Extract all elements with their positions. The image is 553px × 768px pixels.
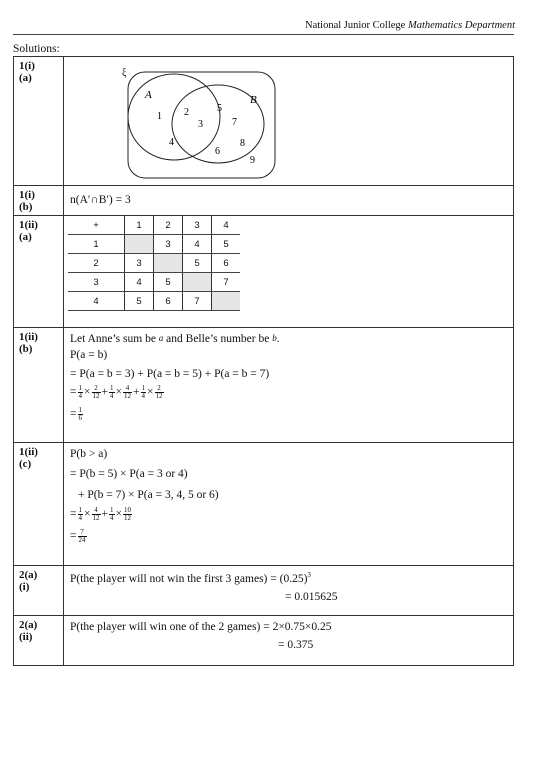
table-cell: 6 bbox=[212, 254, 241, 273]
prob-line-5: = $\frac{7}{24}$ bbox=[70, 528, 86, 544]
set-a-label: A bbox=[145, 89, 152, 101]
table-head: 4 bbox=[212, 216, 241, 235]
answer-cell bbox=[64, 616, 514, 666]
venn-num: 6 bbox=[215, 146, 220, 157]
table-cell: 3 bbox=[154, 235, 183, 254]
header-college: National Junior College bbox=[305, 20, 408, 31]
row-label: 1(i) (b) bbox=[14, 186, 64, 216]
addition-header-row bbox=[68, 216, 240, 235]
prob-line-1: P(b > a) bbox=[70, 448, 108, 460]
prob-line-4: = $\frac{1}{6}$ bbox=[70, 406, 82, 422]
answer-1ib: n(A′∩B′) = 3 bbox=[70, 194, 131, 206]
table-head: 3 bbox=[183, 216, 212, 235]
prob-line-2: = P(a = b = 3) + P(a = b = 5) + P(a = b = 7) bbox=[70, 368, 270, 380]
venn-num: 1 bbox=[157, 111, 162, 122]
row-1iia bbox=[14, 216, 514, 328]
answer-cell bbox=[64, 328, 514, 443]
intro-line: Let Anne’s sum be $^a$ and Belle’s number be $^b$. bbox=[70, 333, 280, 345]
table-row bbox=[68, 235, 240, 254]
table-cell: 2 bbox=[68, 254, 125, 273]
table-cell: 1 bbox=[68, 235, 125, 254]
venn-num: 8 bbox=[240, 138, 245, 149]
header-department: Mathematics Department bbox=[407, 20, 515, 31]
prob-line-3: = $\frac{1}{4}$ × $\frac{2}{12}$ + $\frac{1}{4}$ × $\frac{4}{12}$ + $\frac{1}{4}$ × $\frac{2}{12}$ bbox=[70, 384, 163, 400]
venn-diagram bbox=[64, 57, 520, 186]
table-head: + bbox=[68, 216, 125, 235]
venn-num: 3 bbox=[198, 119, 203, 130]
prob-line-2: = 0.375 bbox=[278, 639, 314, 651]
universal-symbol: ξ bbox=[122, 68, 127, 79]
prob-line-1: P(a = b) bbox=[70, 349, 108, 361]
table-row bbox=[68, 254, 240, 273]
table-cell: 5 bbox=[212, 235, 241, 254]
row-1ia bbox=[14, 57, 514, 186]
row-label: 1(ii) (b) bbox=[14, 328, 64, 443]
page-header bbox=[305, 20, 515, 31]
row-label: 2(a) (ii) bbox=[14, 616, 64, 666]
table-cell-shaded bbox=[212, 292, 241, 311]
prob-line-4: = $\frac{1}{4}$ × $\frac{4}{12}$ + $\frac{1}{4}$ × $\frac{10}{12}$ bbox=[70, 506, 131, 522]
row-label: 1(i) (a) bbox=[14, 57, 64, 186]
header-rule bbox=[13, 34, 514, 35]
row-label: 2(a) (i) bbox=[14, 566, 64, 616]
venn-num: 2 bbox=[184, 107, 189, 118]
row-label: 1(ii) (a) bbox=[14, 216, 64, 328]
table-cell-shaded bbox=[154, 254, 183, 273]
table-cell: 3 bbox=[125, 254, 154, 273]
row-1ib bbox=[14, 186, 514, 216]
row-label: 1(ii) (c) bbox=[14, 443, 64, 566]
solutions-title: Solutions: bbox=[13, 43, 60, 55]
table-cell: 4 bbox=[68, 292, 125, 311]
answer-cell bbox=[64, 566, 514, 616]
table-cell: 7 bbox=[183, 292, 212, 311]
addition-table bbox=[68, 216, 240, 311]
venn-num: 5 bbox=[217, 103, 222, 114]
table-cell: 5 bbox=[154, 273, 183, 292]
table-cell bbox=[64, 216, 514, 328]
prob-line-1: P(the player will not win the first 3 games) = $(0.25)^3$ bbox=[70, 571, 311, 585]
table-cell-shaded bbox=[125, 235, 154, 254]
solutions-table bbox=[13, 56, 514, 666]
venn-cell bbox=[64, 57, 514, 186]
row-2ai bbox=[14, 566, 514, 616]
table-head: 2 bbox=[154, 216, 183, 235]
row-1iic bbox=[14, 443, 514, 566]
table-cell: 7 bbox=[212, 273, 241, 292]
table-cell: 5 bbox=[183, 254, 212, 273]
table-cell: 6 bbox=[154, 292, 183, 311]
table-cell-shaded bbox=[183, 273, 212, 292]
table-row bbox=[68, 273, 240, 292]
set-a-circle bbox=[128, 74, 220, 160]
table-cell: 3 bbox=[68, 273, 125, 292]
row-1iib bbox=[14, 328, 514, 443]
table-cell: 4 bbox=[183, 235, 212, 254]
row-2aii bbox=[14, 616, 514, 666]
venn-num: 9 bbox=[250, 155, 255, 166]
table-cell: 5 bbox=[125, 292, 154, 311]
prob-line-2: = 0.015625 bbox=[285, 591, 338, 603]
venn-num: 7 bbox=[232, 117, 237, 128]
table-cell: 4 bbox=[125, 273, 154, 292]
prob-line-2: = P(b = 5) × P(a = 3 or 4) bbox=[70, 468, 188, 480]
venn-num: 4 bbox=[169, 137, 174, 148]
prob-line-1: P(the player will win one of the 2 games) = 2×0.75×0.25 bbox=[70, 621, 332, 633]
answer-cell bbox=[64, 443, 514, 566]
set-b-label: B bbox=[250, 94, 257, 106]
table-head: 1 bbox=[125, 216, 154, 235]
table-row bbox=[68, 292, 240, 311]
prob-line-3: + P(b = 7) × P(a = 3, 4, 5 or 6) bbox=[78, 489, 219, 501]
answer-cell bbox=[64, 186, 514, 216]
